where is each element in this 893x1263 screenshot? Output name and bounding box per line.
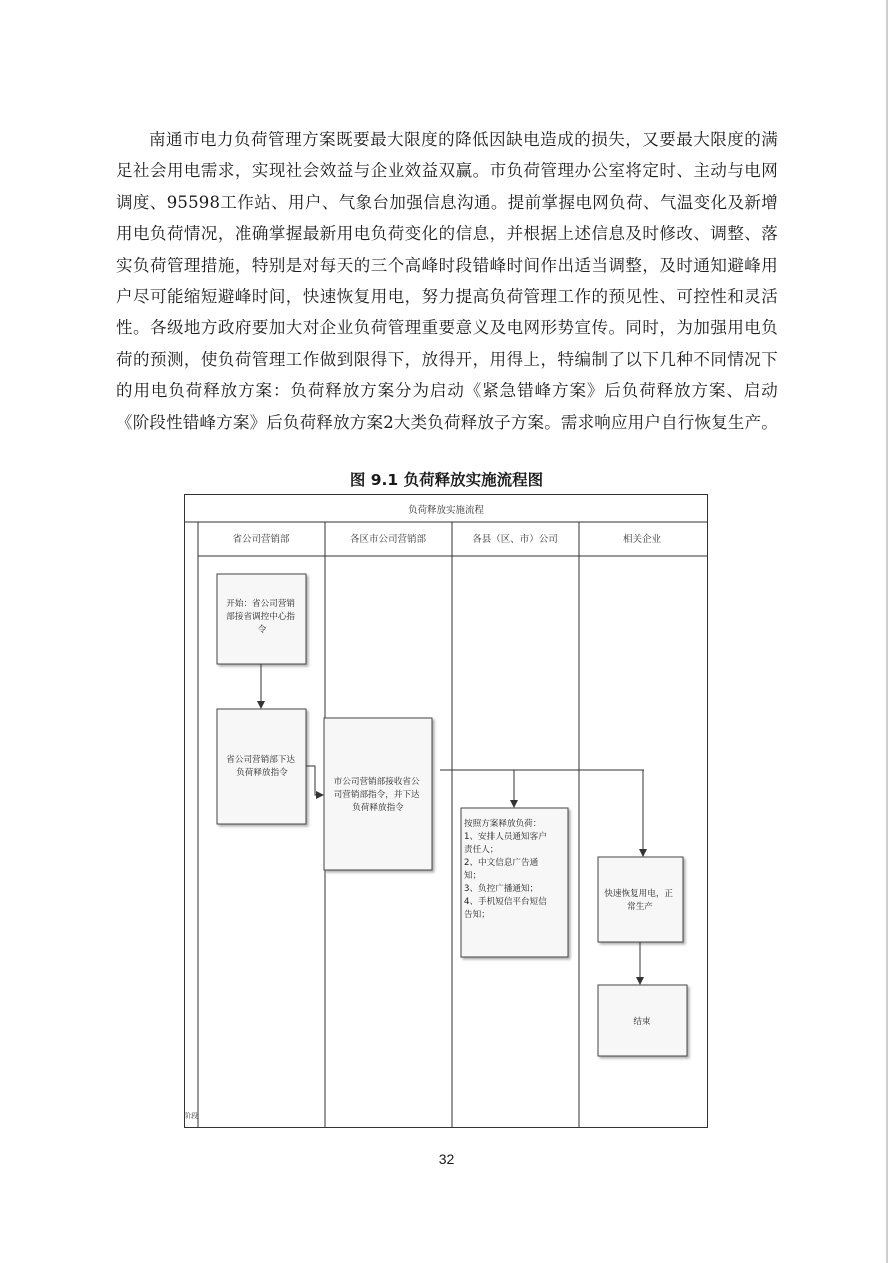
city-issue-line-3: 负荷释放指令	[352, 803, 404, 813]
county-release-box	[461, 808, 568, 957]
county-release-line-8: 告知；	[464, 910, 490, 920]
province-issue-box	[217, 709, 306, 824]
county-release-line-4: 2、中文信息广告通	[464, 858, 539, 868]
lane-header-province: 省公司营销部	[232, 534, 290, 545]
lane-header-city: 各区市公司营销部	[349, 534, 427, 545]
restore-box	[598, 857, 683, 942]
end-text	[633, 1015, 651, 1027]
county-release-line-5: 知；	[464, 871, 482, 881]
page-edge	[886, 0, 888, 1263]
province-issue-line-2: 负荷释放指令	[236, 768, 288, 778]
county-release-line-7: 4、手机短信平台短信	[464, 897, 547, 907]
flowchart-canvas	[184, 494, 708, 1128]
county-release-line-3: 责任人；	[464, 845, 499, 855]
arrow-province-to-city	[306, 766, 323, 795]
phase-label: 阶段	[184, 1112, 198, 1120]
figure-caption: 图 9.1 负荷释放实施流程图	[349, 471, 544, 489]
restore-line-1: 快速恢复用电，正	[604, 889, 674, 899]
flowchart	[184, 494, 708, 1128]
end-line-1: 结束	[633, 1017, 651, 1027]
province-issue-line-1: 省公司营销部下达	[226, 755, 296, 765]
lane-header-county: 各县（区、市）公司	[472, 534, 558, 545]
start-line-1: 开始：省公司营销	[226, 599, 296, 609]
start-line-2: 部接省调控中心指	[226, 612, 296, 622]
lane-header-enterprise: 相关企业	[622, 534, 662, 545]
city-issue-line-2: 司营销部指令，并下达	[333, 790, 420, 800]
flowchart-title: 负荷释放实施流程	[407, 505, 485, 516]
county-release-line-6: 3、负控广播通知；	[464, 884, 539, 894]
body-paragraph: 南通市电力负荷管理方案既要最大限度的降低因缺电造成的损失，又要最大限度的满足社会用电需求，实现社会效益与企业效益双赢。市负荷管理办公室将定时、主动与电网调度、95598工作站、用户、气象台加强信息沟通。提前掌握电网负荷、气温变化及新增用电负荷情况，准确掌握最新用电负荷变化的信息，并根据上述信息及时修改、调整、落实负荷管理措施，特别是对每天的三个高峰时段错峰时间作出适当调整，及时通知避峰用户尽可能缩短避峰时间，快速恢复用电，努力提高负荷管理工作的预见性、可控性和灵活性。各级地方政府要加大对企业负荷管理重要意义及电网形势宣传。同时，为加强用电负荷的预测，使负荷管理工作做到限得下，放得开，用得上，特编制了以下几种不同情况下的用电负荷释放方案：负荷释放方案分为启动《紧急错峰方案》后负荷释放方案、启动《阶段性错峰方案》后负荷释放方案2大类负荷释放子方案。需求响应用户自行恢复生产。	[116, 130, 778, 432]
page-number: 32	[438, 1151, 455, 1167]
county-release-line-1: 按照方案释放负荷：	[464, 819, 542, 829]
city-issue-line-1: 市公司营销部接收省公	[333, 777, 420, 787]
restore-line-2: 常生产	[627, 902, 653, 912]
county-release-line-2: 1、安排人员通知客户	[464, 832, 547, 842]
start-line-3: 令	[257, 625, 267, 635]
